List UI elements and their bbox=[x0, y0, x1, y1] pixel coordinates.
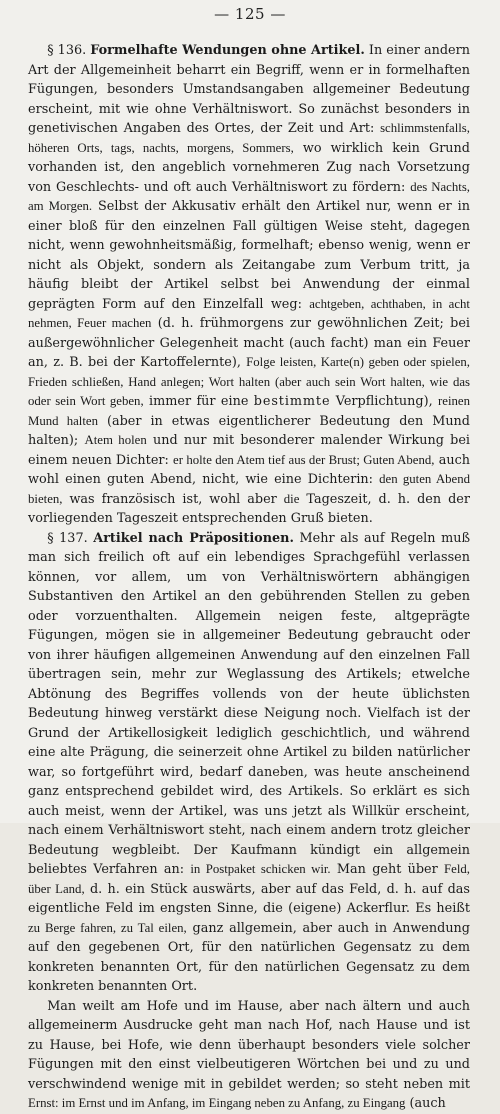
section-text: Verpflichtung), bbox=[330, 394, 439, 409]
example-text: den guten Abend bieten, bbox=[28, 472, 471, 506]
section-text: (auch bbox=[405, 1096, 446, 1111]
section-text: auch wohl einen guten Abend, nicht, wie eine Dichterin: bbox=[28, 452, 470, 487]
section-text: Selbst der Akkusativ erhält den Artikel nur, wenn er in einer bloß für den einzelnen Fall gültigen Weise steht, dagegen nicht, wenn gewohnheitsmäßig, formelhaft; ebenso wenig, wenn er nicht als Objekt, sondern als Zeitangabe zum Verbum tritt, ja häufig bleibt der Artikel selbst bei Anwendung der einmal geprägten Form auf den Einzelfall weg: bbox=[28, 199, 470, 312]
emphasis-text: bestimmte bbox=[253, 394, 331, 409]
example-text: schlimmstenfalls, höheren Orts, tags, nachts, morgens, Sommers, bbox=[28, 121, 470, 155]
section-text: In einer andern Art der Allgemeinheit beharrt ein Begriff, wenn er in formelhaften Fügungen, besonders Umstandsangaben allgemeiner Bedeutung erscheint, mit wie ohne Verhältniswort. So zunächst besonders in genetivischen Angaben des Ortes, der Zeit und Art: bbox=[28, 43, 470, 136]
section-text: wo wirklich kein Grund vorhanden ist, den angeblich vornehmeren Zug nach Vorsetzung von Geschlechts- und oft auch Verhältniswort zu fördern: bbox=[28, 140, 470, 195]
example-text: Atem holen bbox=[84, 433, 147, 447]
page-number: — 125 — bbox=[214, 5, 286, 23]
example-text: in Postpaket schicken wir. bbox=[190, 862, 331, 876]
section-text: und nur mit besonderer malender Wirkung bei einem neuen Dichter: bbox=[28, 433, 470, 468]
section-text: immer für eine bbox=[143, 394, 254, 409]
section-text: Man geht über bbox=[330, 862, 445, 877]
section-number: § 137. bbox=[47, 530, 88, 546]
closing-paragraph bbox=[28, 997, 470, 1114]
section-text: Man weilt am Hofe und im Hause, aber nach ältern und auch allgemeinerm Ausdrucke geht man nach Hof, nach Hause und ist zu Hause, bei Hofe, wie denn überhaupt besonders viele solcher Fügungen mit den einst vielbeutigeren Wörtchen bei und zu und verschwindend wenige mit in gebildet werden; so steht neben mit bbox=[28, 998, 470, 1092]
section-text: (d. h. frühmorgens zur gewöhnlichen Zeit; bei außergewöhnlicher Gelegenheit macht (auch facht) man ein Feuer an, z. B. bei der Kartoffelernte), bbox=[28, 316, 470, 370]
section-text: d. h. ein Stück auswärts, aber auf das Feld, d. h. auf das eigentliche Feld im engsten Sinne, die (eigene) Ackerflur. Es heißt bbox=[28, 881, 470, 916]
example-text: reinen Mund halten bbox=[28, 394, 471, 428]
example-text: Feld, über Land, bbox=[28, 862, 470, 896]
example-text: achtgeben, achthaben, in acht nehmen, Feuer machen bbox=[28, 296, 470, 330]
example-text: des Nachts, am Morgen. bbox=[28, 179, 470, 213]
section-text: was französisch ist, wohl aber bbox=[62, 491, 284, 507]
page-text bbox=[28, 41, 470, 1114]
section-number: § 136. bbox=[47, 43, 87, 58]
section-137 bbox=[28, 529, 470, 997]
section-title: Formelhafte Wendungen ohne Artikel. bbox=[90, 43, 365, 58]
section-title: Artikel nach Präpositionen. bbox=[93, 530, 294, 546]
section-text: Mehr als auf Regeln muß man sich freilich oft auf ein lebendiges Sprachgefühl verlassen können, vor allem, um von Verhältniswörtern abhängigen Substantiven den Artikel an den gebührenden Stellen zu geben oder vorzuenthalten. Allgemein neigen feste, altgeprägte Fügungen, mögen sie in allgemeiner Bedeutung gebraucht oder von ihrer häufigen allgemeinen Anwendung auf den einzelnen Fall übertragen sein, mehr zur Weglassung des Artikels; etwelche Abtönung des Begriffes vollends von der heute üblichsten Bedeutung hinweg verstärkt diese Neigung noch. Vielfach ist der Grund der Artikellosigkeit lediglich geschichtlich, und während eine alte Prägung, die seinerzeit ohne Artikel zu bilden natürlicher war, so fortgeführt wird, bedarf daneben, was heute anscheinend ganz entsprechend gebildet wird, des Artikels. So erklärt es sich auch meist, wenn der Artikel, was uns jetzt als Willkür erscheint, nach einem Verhältniswort steht, nach einem andern trotz gleicher Bedeutung wegbleibt. Der Kaufmann kündigt ein allgemein beliebtes Verfahren an: bbox=[28, 530, 471, 877]
example-text: Ernst: im Ernst und im Anfang, im Eingang neben zu Anfang, zu Eingang bbox=[28, 1096, 406, 1110]
example-text: zu Berge fahren, zu Tal eilen, bbox=[28, 920, 187, 935]
example-text: Folge leisten, Karte(n) geben oder spielen, Frieden schließen, Hand anlegen; Wort halten (aber auch sein Wort halten, wie das oder sein Wort geben, bbox=[28, 355, 470, 408]
example-text: die bbox=[283, 491, 300, 506]
example-text: er holte den Atem tief aus der Brust; Guten Abend, bbox=[173, 452, 435, 467]
section-136 bbox=[28, 41, 470, 529]
section-text: ganz allgemein, aber auch in Anwendung auf den gegebenen Ort, für den natürlichen Gegensatz zu dem konkreten benannten Ort, für den natürlichen Gegensatz zu dem konkreten benannten Ort. bbox=[28, 920, 470, 994]
section-text: (aber in etwas eigentlicherer Bedeutung den Mund halten); bbox=[28, 413, 470, 448]
section-text: Tageszeit, d. h. den der vorliegenden Tageszeit entsprechenden Gruß bieten. bbox=[28, 491, 470, 526]
